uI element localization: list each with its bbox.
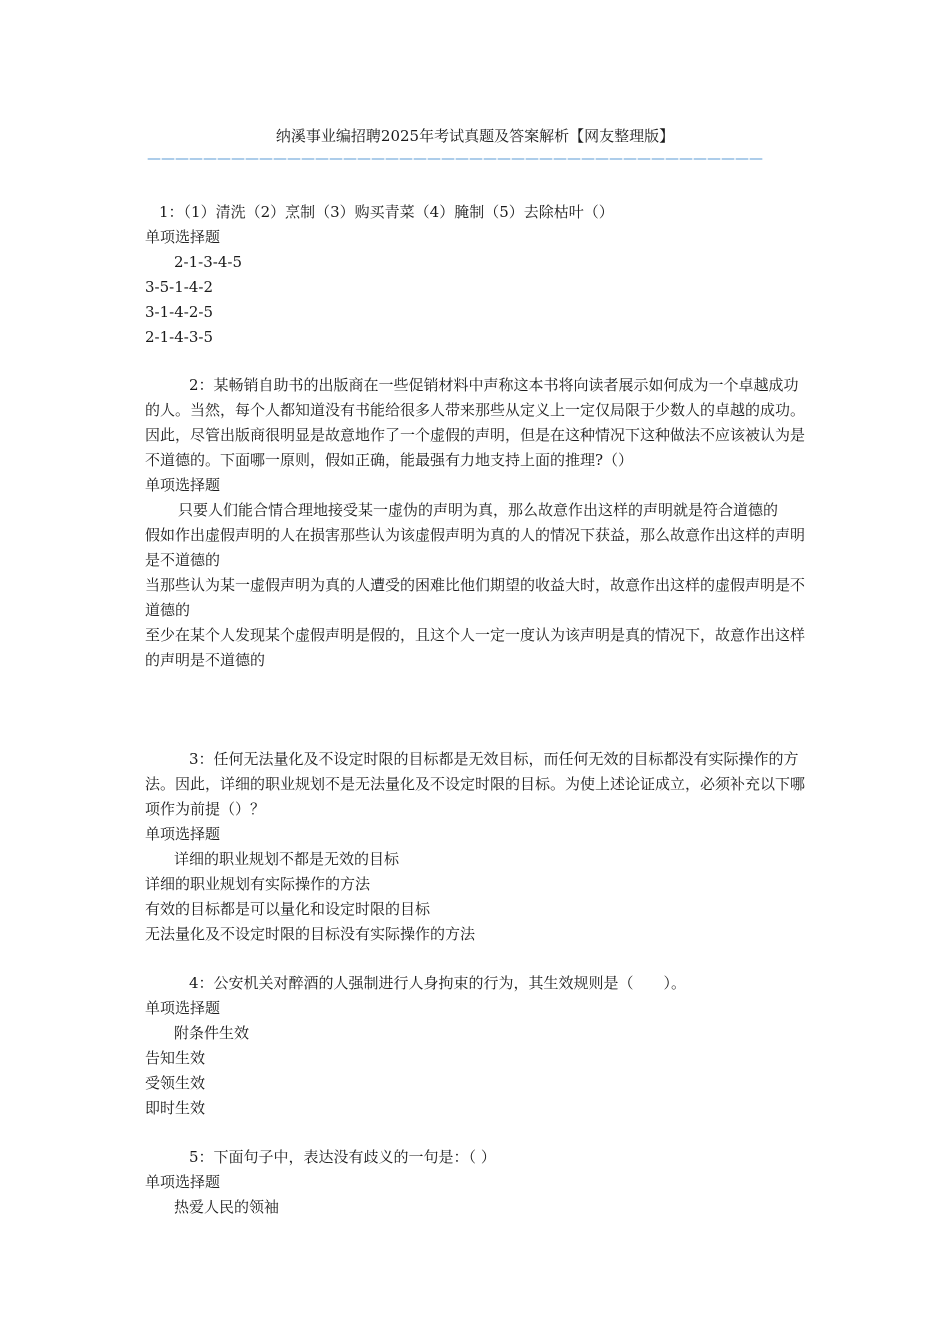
question-type: 单项选择题 (145, 476, 221, 494)
option-c: 有效的目标都是可以量化和设定时限的目标 (145, 900, 431, 918)
option-c: 当那些认为某一虚假声明为真的人遭受的困难比他们期望的收益大时，故意作出这样的虚假声明是不道德的 (145, 576, 806, 619)
option-d: 2-1-4-3-5 (145, 328, 213, 346)
option-a: 2-1-3-4-5 (174, 253, 242, 271)
question-type: 单项选择题 (145, 1173, 221, 1191)
question-type: 单项选择题 (145, 228, 221, 246)
question-type: 单项选择题 (145, 825, 221, 843)
question-stem: 3：任何无法量化及不设定时限的目标都是无效目标，而任何无效的目标都没有实际操作的方法。因此，详细的职业规划不是无法量化及不设定时限的目标。为使上述论证成立，必须补充以下哪项作为前提（）？ (145, 750, 806, 818)
option-a: 只要人们能合情合理地接受某一虚伪的声明为真，那么故意作出这样的声明就是符合道德的 (178, 501, 779, 519)
option-c: 受领生效 (145, 1074, 206, 1092)
option-b: 3-5-1-4-2 (145, 278, 213, 296)
option-c: 3-1-4-2-5 (145, 303, 213, 321)
option-d: 至少在某个人发现某个虚假声明是假的，且这个人一定一度认为该声明是真的情况下，故意作出这样的声明是不道德的 (145, 626, 806, 669)
question-5 (145, 1145, 809, 1220)
document-title: 纳溪事业编招聘2025年考试真题及答案解析【网友整理版】 (275, 127, 675, 145)
option-d: 即时生效 (145, 1099, 206, 1117)
option-a: 热爱人民的领袖 (174, 1198, 280, 1216)
title-divider: ———————————————————————————————————————————— (147, 151, 763, 167)
question-2 (145, 373, 809, 673)
question-type: 单项选择题 (145, 999, 221, 1017)
question-stem: 4：公安机关对醉酒的人强制进行人身拘束的行为，其生效规则是（ ）。 (189, 974, 687, 992)
option-a: 附条件生效 (174, 1024, 250, 1042)
question-3 (145, 747, 809, 947)
option-b: 详细的职业规划有实际操作的方法 (145, 875, 371, 893)
option-a: 详细的职业规划不都是无效的目标 (174, 850, 400, 868)
option-d: 无法量化及不设定时限的目标没有实际操作的方法 (145, 925, 476, 943)
question-1 (145, 200, 809, 350)
question-stem: 2：某畅销自助书的出版商在一些促销材料中声称这本书将向读者展示如何成为一个卓越成功的人。当然，每个人都知道没有书能给很多人带来那些从定义上一定仅局限于少数人的卓越的成功。因此，尽管出版商很明显是故意地作了一个虚假的声明，但是在这种情况下这种做法不应该被认为是不道德的。下面哪一原则，假如正确，能最强有力地支持上面的推理?（） (145, 376, 806, 469)
question-stem: 1：（1）清洗（2）烹制（3）购买青菜（4）腌制（5）去除枯叶（） (159, 203, 614, 221)
option-b: 假如作出虚假声明的人在损害那些认为该虚假声明为真的人的情况下获益，那么故意作出这样的声明是不道德的 (145, 526, 806, 569)
option-b: 告知生效 (145, 1049, 206, 1067)
question-4 (145, 971, 809, 1121)
question-stem: 5：下面句子中，表达没有歧义的一句是：（ ） (189, 1148, 496, 1166)
